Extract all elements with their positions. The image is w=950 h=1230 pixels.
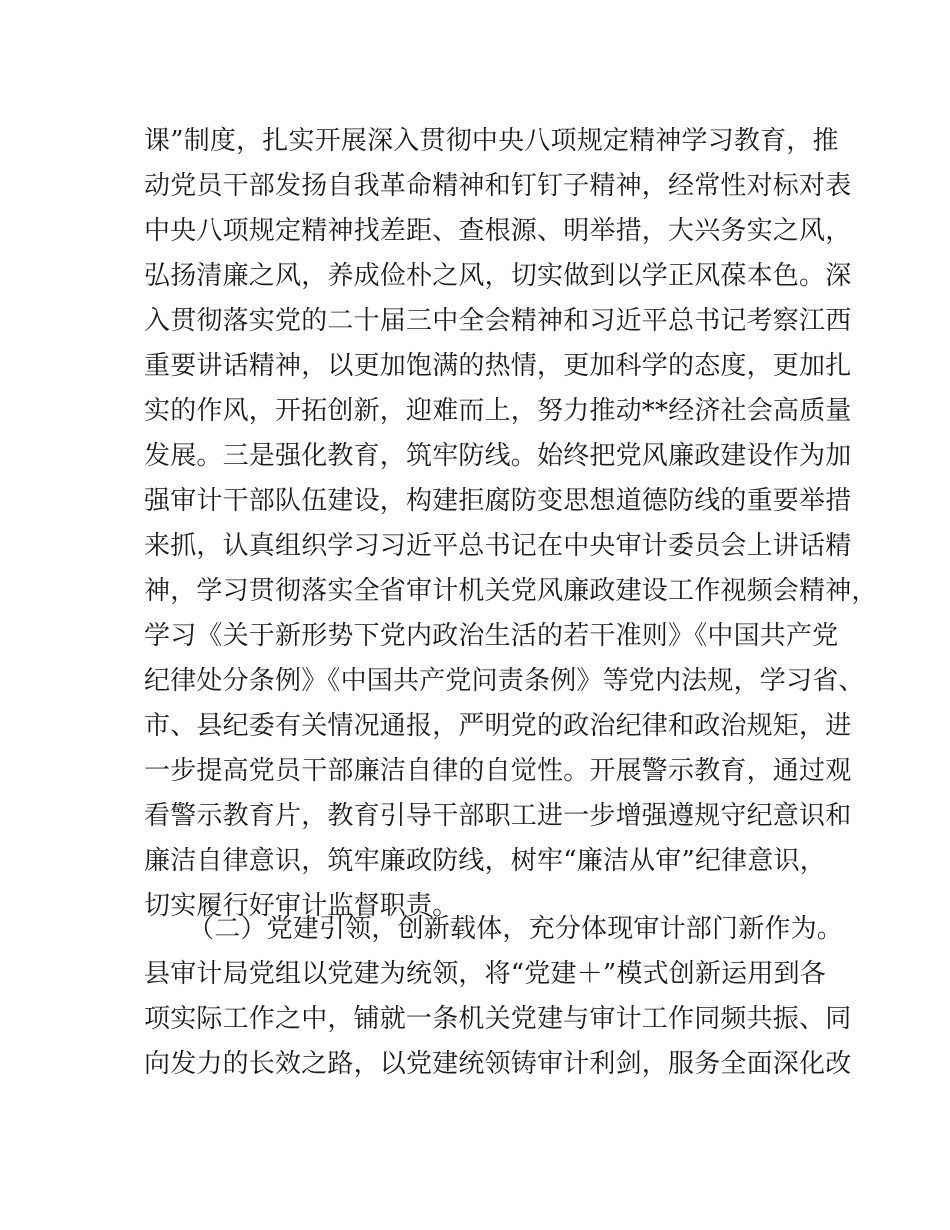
paragraph-line: 看警示教育片，教育引导干部职工进一步增强遵规守纪意识和	[144, 801, 852, 831]
paragraph-line: 课”制度，扎实开展深入贯彻中央八项规定精神学习教育，推	[144, 126, 839, 156]
paragraph-line: 纪律处分条例》《中国共产党问责条例》等党内法规，学习省、	[144, 666, 865, 696]
paragraph-line: 弘扬清廉之风，养成俭朴之风，切实做到以学正风葆本色。深	[144, 261, 852, 291]
paragraph-line: 强审计干部队伍建设，构建拒腐防变思想道德防线的重要举措	[144, 486, 852, 516]
paragraph-line: 动党员干部发扬自我革命精神和钉钉子精神，经常性对标对表	[144, 171, 852, 201]
paragraph-line: 县审计局党组以党建为统领，将“党建＋”模式创新运用到各	[144, 959, 826, 989]
paragraph-line: 项实际工作之中，铺就一条机关党建与审计工作同频共振、同	[144, 1004, 852, 1034]
paragraph-line: 向发力的长效之路，以党建统领铸审计利剑，服务全面深化改	[144, 1049, 852, 1079]
section-heading-line: （二）党建引领，创新载体，充分体现审计部门新作为。	[188, 914, 844, 944]
paragraph-line: 来抓，认真组织学习习近平总书记在中央审计委员会上讲话精	[144, 531, 852, 561]
paragraph-line: 一步提高党员干部廉洁自律的自觉性。开展警示教育，通过观	[144, 756, 852, 786]
paragraph-line: 重要讲话精神，以更加饱满的热情，更加科学的态度，更加扎	[144, 351, 852, 381]
paragraph-line: 廉洁自律意识，筑牢廉政防线，树牢“廉洁从审”纪律意识，	[144, 846, 826, 876]
paragraph-line: 中央八项规定精神找差距、查根源、明举措，大兴务实之风，	[144, 216, 852, 246]
paragraph-line: 入贯彻落实党的二十届三中全会精神和习近平总书记考察江西	[144, 306, 852, 336]
paragraph-line: 神，学习贯彻落实全省审计机关党风廉政建设工作视频会精神，	[144, 576, 878, 606]
paragraph-line: 市、县纪委有关情况通报，严明党的政治纪律和政治规矩，进	[144, 711, 852, 741]
paragraph-line: 学习《关于新形势下党内政治生活的若干准则》《中国共产党	[144, 621, 839, 651]
paragraph-line: 发展。三是强化教育，筑牢防线。始终把党风廉政建设作为加	[144, 441, 852, 471]
paragraph-2	[144, 907, 852, 1087]
paragraph-line: 切实履行好审计监督职责。	[144, 891, 459, 921]
paragraph-line: 实的作风，开拓创新，迎难而上，努力推动**经济社会高质量	[144, 396, 852, 426]
